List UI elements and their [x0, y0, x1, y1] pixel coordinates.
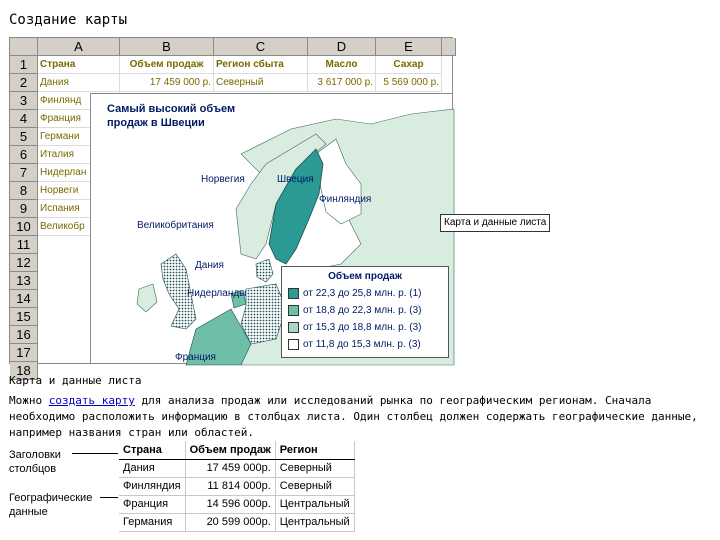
example-table	[119, 441, 355, 532]
row-header[interactable]: 6	[10, 146, 38, 164]
cell-a2[interactable]: Дания	[38, 74, 120, 92]
row-header[interactable]: 18	[10, 362, 38, 380]
column-header-c[interactable]: C	[214, 38, 308, 56]
cell-country[interactable]: Финлянд	[38, 92, 120, 110]
leader-line	[100, 497, 118, 498]
leader-line	[72, 453, 118, 454]
cell-country[interactable]: Великобр	[38, 218, 120, 236]
cell-country[interactable]: Испания	[38, 200, 120, 218]
page-title: Создание карты	[9, 12, 128, 28]
column-header-d[interactable]: D	[308, 38, 376, 56]
table-row	[119, 513, 354, 531]
legend-label: от 18,8 до 22,3 млн. р. (3)	[303, 305, 422, 316]
row-header[interactable]: 8	[10, 182, 38, 200]
row-header[interactable]: 11	[10, 236, 38, 254]
row-header[interactable]: 10	[10, 218, 38, 236]
description-paragraph	[9, 393, 699, 441]
column-header-a[interactable]: A	[38, 38, 120, 56]
map-label-sweden: Швеция	[277, 174, 314, 185]
legend-item	[288, 336, 442, 353]
row-header[interactable]: 2	[10, 74, 38, 92]
cell-c1[interactable]: Регион сбыта	[214, 56, 308, 74]
row-header[interactable]: 14	[10, 290, 38, 308]
table-row	[119, 495, 354, 513]
example-cell: Германия	[119, 513, 185, 531]
cell-b1[interactable]: Объем продаж	[120, 56, 214, 74]
example-cell: 11 814 000р.	[185, 477, 275, 495]
cell-e1[interactable]: Сахар	[376, 56, 442, 74]
cell-d1[interactable]: Масло	[308, 56, 376, 74]
cell-e2[interactable]: 5 569 000 р.	[376, 74, 442, 92]
cell-d2[interactable]: 3 617 000 р.	[308, 74, 376, 92]
row-header[interactable]: 9	[10, 200, 38, 218]
denmark-shape	[256, 259, 273, 282]
legend-label: от 22,3 до 25,8 млн. р. (1)	[303, 288, 422, 299]
annotation-column-headers: Заголовки столбцов	[9, 449, 61, 475]
paragraph-start: Можно	[9, 394, 49, 407]
row-header[interactable]: 13	[10, 272, 38, 290]
row-header[interactable]: 4	[10, 110, 38, 128]
legend-item	[288, 285, 442, 302]
example-cell: Финляндия	[119, 477, 185, 495]
legend-swatch	[288, 305, 299, 316]
example-cell: Северный	[275, 459, 354, 477]
example-cell: Франция	[119, 495, 185, 513]
create-map-link[interactable]: создать карту	[48, 394, 135, 407]
example-cell: Дания	[119, 459, 185, 477]
ireland-shape	[137, 284, 157, 312]
cell-c2[interactable]: Северный	[214, 74, 308, 92]
table-row	[119, 459, 354, 477]
annotation-geo-data: Географические данные	[9, 492, 93, 518]
row-header[interactable]: 3	[10, 92, 38, 110]
map-label-denmark: Дания	[195, 260, 224, 271]
cell-country[interactable]: Нидерлан	[38, 164, 120, 182]
select-all-corner[interactable]	[10, 38, 38, 56]
example-cell: Центральный	[275, 495, 354, 513]
example-cell: 20 599 000р.	[185, 513, 275, 531]
legend-label: от 15,3 до 18,8 млн. р. (3)	[303, 322, 422, 333]
example-header: Страна	[119, 441, 185, 459]
cell-country[interactable]: Франция	[38, 110, 120, 128]
map-label-uk: Великобритания	[137, 220, 214, 231]
row-header[interactable]: 1	[10, 56, 38, 74]
cell-country[interactable]: Германи	[38, 128, 120, 146]
map-label-netherlands: Нидерланды	[187, 288, 247, 299]
figure-caption: Карта и данные листа	[9, 374, 142, 387]
example-header: Регион	[275, 441, 354, 459]
cell-a1[interactable]: Страна	[38, 56, 120, 74]
legend-item	[288, 319, 442, 336]
example-header: Объем продаж	[185, 441, 275, 459]
legend-swatch	[288, 322, 299, 333]
row-header[interactable]: 7	[10, 164, 38, 182]
map-legend[interactable]	[281, 266, 449, 358]
example-cell: Северный	[275, 477, 354, 495]
row-header[interactable]: 16	[10, 326, 38, 344]
legend-item	[288, 302, 442, 319]
legend-title: Объем продаж	[328, 271, 402, 282]
map-label-norway: Норвегия	[201, 174, 245, 185]
map-label-finland: Финляндия	[319, 194, 372, 205]
row-header[interactable]: 12	[10, 254, 38, 272]
table-row	[119, 477, 354, 495]
legend-swatch	[288, 339, 299, 350]
row-header[interactable]: 5	[10, 128, 38, 146]
paragraph-rest: для анализа продаж или исследований рынка по географическим регионам. Сначала необходимо расположить информацию в столбцах листа. Один столбец должен содержать географические данные, например названия стран или областей.	[9, 394, 698, 439]
legend-label: от 11,8 до 15,3 млн. р. (3)	[303, 339, 421, 350]
map-label-france: Франция	[175, 352, 216, 363]
map-title: Самый высокий объем продаж в Швеции	[107, 103, 236, 129]
column-header-spacer	[442, 38, 456, 56]
callout-label: Карта и данные листа	[440, 214, 550, 232]
example-cell: Центральный	[275, 513, 354, 531]
example-cell: 17 459 000р.	[185, 459, 275, 477]
example-cell: 14 596 000р.	[185, 495, 275, 513]
column-header-e[interactable]: E	[376, 38, 442, 56]
legend-swatch	[288, 288, 299, 299]
row-header[interactable]: 15	[10, 308, 38, 326]
map-chart[interactable]	[90, 93, 453, 364]
column-header-b[interactable]: B	[120, 38, 214, 56]
cell-country[interactable]: Италия	[38, 146, 120, 164]
cell-b2[interactable]: 17 459 000 р.	[120, 74, 214, 92]
row-header[interactable]: 17	[10, 344, 38, 362]
cell-country[interactable]: Норвеги	[38, 182, 120, 200]
